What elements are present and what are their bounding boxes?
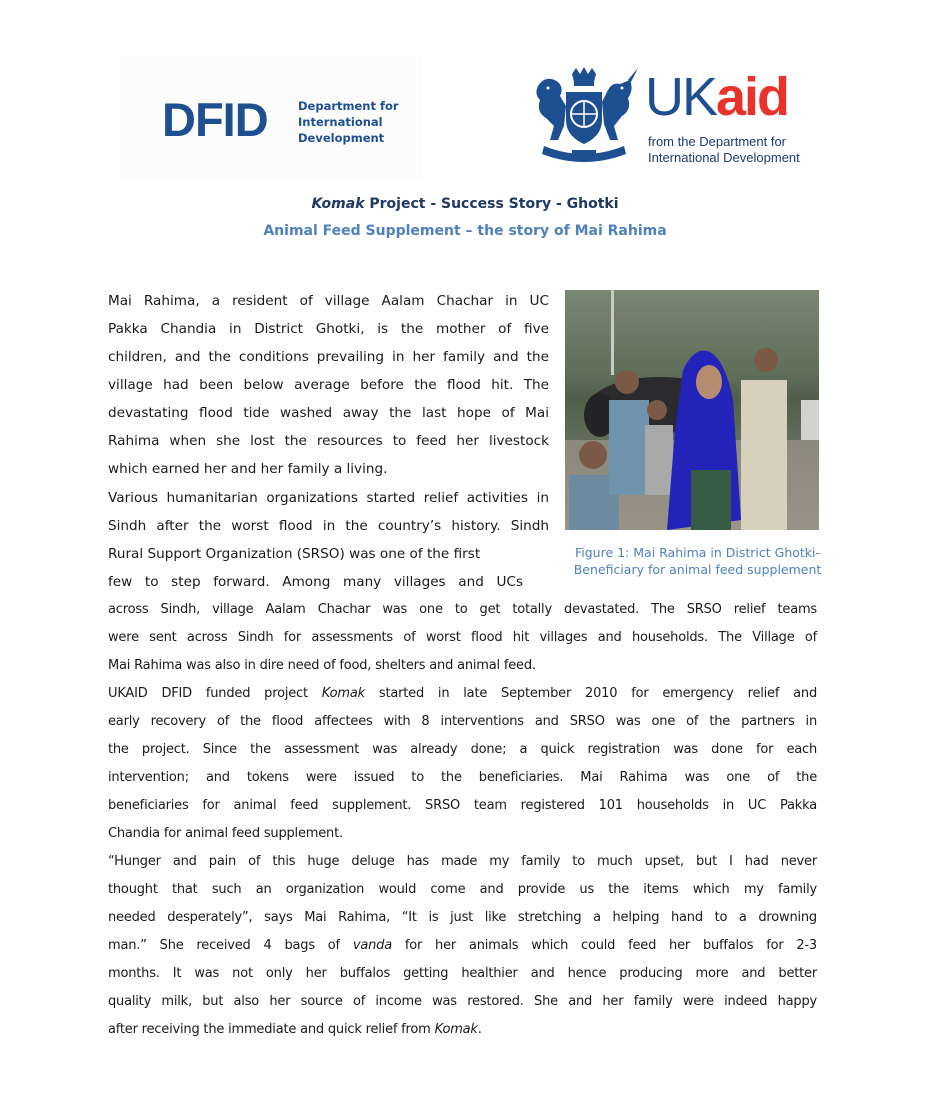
ukaid-aid: aid: [716, 67, 789, 127]
text-line: Chandia for animal feed supplement.: [108, 826, 343, 841]
figure-photo: [565, 290, 819, 530]
project-name-italic: Komak: [321, 686, 365, 701]
text-line: “Hunger and pain of this huge deluge has made my family to much upset, but I had never: [108, 854, 817, 869]
ukaid-subtitle-line: International Development: [648, 150, 800, 165]
figure-caption: [560, 544, 835, 578]
text-line: Sindh after the worst flood in the country’s history. Sindh: [108, 518, 549, 534]
text-line: Rahima when she lost the resources to feed her livestock: [108, 433, 549, 449]
text-line: needed desperately”, says Mai Rahima, “It is just like stretching a helping hand to a drowning: [108, 910, 817, 925]
text-line: Various humanitarian organizations started relief activities in: [108, 490, 549, 506]
text-run: for her animals which could feed her buffalos for 2-3: [391, 938, 817, 953]
paragraph-relief-wide: [108, 596, 817, 680]
text-run: after receiving the immediate and quick relief from: [108, 1022, 435, 1037]
paragraph-intro: [108, 287, 549, 483]
royal-coat-of-arms-icon: [528, 66, 640, 166]
ukaid-uk: UK: [645, 67, 717, 127]
text-run: UKAID DFID funded project: [108, 686, 322, 701]
text-line: [108, 680, 817, 708]
dfid-logo-text: [298, 98, 399, 146]
text-line: quality milk, but also her source of income was restored. She and her family were indeed happy: [108, 994, 817, 1009]
photo-illustration: [565, 290, 819, 530]
text-line: beneficiaries for animal feed supplement. SRSO team registered 101 households in UC Pakka: [108, 798, 817, 813]
text-line: thought that such an organization would come and provide us the items which my family: [108, 882, 817, 897]
text-run: .: [477, 1022, 482, 1037]
text-line: months. It was not only her buffalos getting healthier and hence producing more and better: [108, 966, 817, 981]
project-name-italic: Komak: [434, 1022, 478, 1037]
text-run: man.” She received 4 bags of: [108, 938, 353, 953]
text-line: few to step forward. Among many villages and UCs: [108, 574, 523, 590]
ukaid-wordmark: [645, 67, 789, 127]
title-project-name: Komak: [311, 196, 365, 212]
text-line: intervention; and tokens were issued to the beneficiaries. Mai Rahima was one of the: [108, 770, 817, 785]
dfid-text-line: Department for: [298, 99, 399, 113]
paragraph-komak-project: [108, 680, 817, 848]
text-line: [108, 1016, 817, 1044]
text-line: the project. Since the assessment was already done; a quick registration was done for each: [108, 742, 817, 757]
dfid-text-line: International: [298, 115, 383, 129]
dfid-wordmark: DFID: [162, 93, 268, 146]
caption-line: Beneficiary for animal feed supplement: [573, 562, 822, 577]
text-run: started in late September 2010 for emergency relief and: [364, 686, 817, 701]
vanda-italic: vanda: [352, 938, 392, 953]
caption-line: Figure 1: Mai Rahima in District Ghotki-: [574, 545, 821, 560]
text-line: early recovery of the flood affectees with 8 interventions and SRSO was one of the partners in: [108, 714, 817, 729]
text-line: devastating flood tide washed away the last hope of Mai: [108, 405, 549, 421]
text-line: Mai Rahima, a resident of village Aalam Chachar in UC: [108, 293, 549, 309]
text-line: which earned her and her family a living.: [108, 461, 388, 477]
dfid-logo: [120, 56, 423, 181]
document-title: [0, 196, 930, 212]
ukaid-logo: [528, 66, 818, 166]
title-rest: Project - Success Story - Ghotki: [364, 196, 619, 212]
paragraph-quote: [108, 848, 817, 1044]
text-line: across Sindh, village Aalam Chachar was one to get totally devastated. The SRSO relief teams: [108, 602, 817, 617]
paragraph-relief-narrow: [108, 484, 549, 596]
text-line: village had been below average before the flood hit. The: [108, 377, 549, 393]
text-line: Mai Rahima was also in dire need of food, shelters and animal feed.: [108, 658, 536, 673]
text-line: children, and the conditions prevailing in her family and the: [108, 349, 549, 365]
document-subtitle: Animal Feed Supplement – the story of Mai Rahima: [263, 223, 667, 239]
text-line: [108, 932, 817, 960]
ukaid-subtitle: [648, 134, 800, 166]
text-line: were sent across Sindh for assessments of worst flood hit villages and households. The Village of: [108, 630, 817, 645]
ukaid-subtitle-line: from the Department for: [648, 134, 786, 149]
dfid-text-line: Development: [298, 131, 385, 145]
text-line: Rural Support Organization (SRSO) was one of the first: [108, 546, 481, 562]
text-line: Pakka Chandia in District Ghotki, is the mother of five: [108, 321, 549, 337]
